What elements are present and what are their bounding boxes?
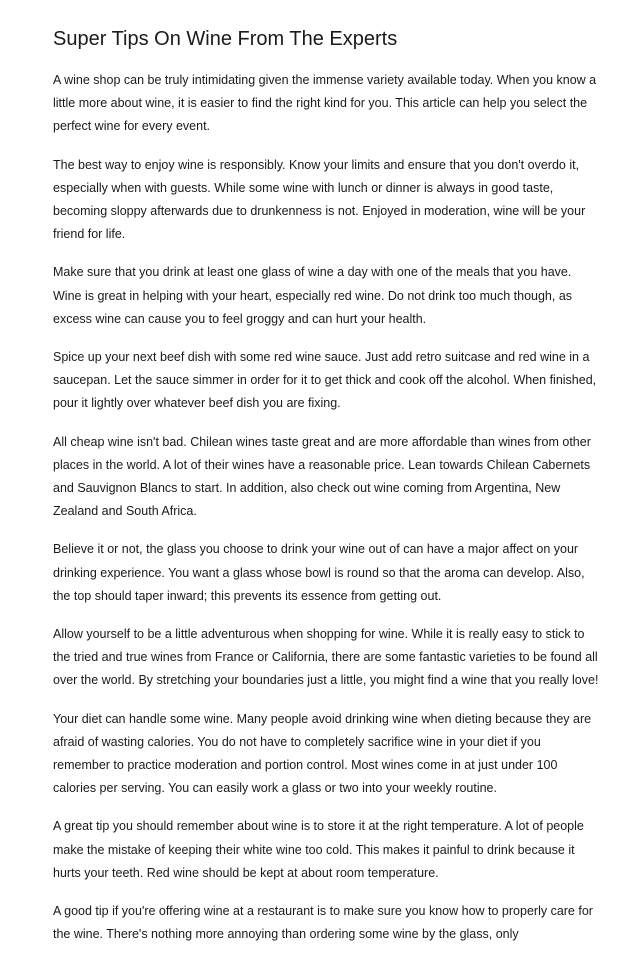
paragraph-6: Believe it or not, the glass you choose to drink your wine out of can have a major affect on your drinking experience. You want a glass whose bowl is round so that the aroma can develop. Also, the top should taper inward; this prevents its essence from getting out. <box>53 542 585 603</box>
paragraph-9: A great tip you should remember about wine is to store it at the right temperature. A lot of people make the mistake of keeping their white wine too cold. This makes it painful to drink because it hurts your teeth. Red wine should be kept at about room temperature. <box>53 819 584 880</box>
paragraph-1: A wine shop can be truly intimidating given the immense variety available today. When you know a little more about wine, it is easier to find the right kind for you. This article can help you select the perfect wine for every event. <box>53 73 597 134</box>
paragraph-3: Make sure that you drink at least one glass of wine a day with one of the meals that you have. Wine is great in helping with your heart, especially red wine. Do not drink too much though, as excess wine can cause you to feel groggy and can hurt your health. <box>53 265 573 326</box>
paragraph-5: All cheap wine isn't bad. Chilean wines taste great and are more affordable than wines from other places in the world. A lot of their wines have a reasonable price. Lean towards Chilean Cabernets and Sauvignon Blancs to start. In addition, also check out wine coming from Argentina, New Zealand and South Africa. <box>53 434 591 519</box>
paragraph-10: A good tip if you're offering wine at a restaurant is to make sure you know how to properly care for the wine. There's nothing more annoying than ordering some wine by the glass, only <box>53 904 593 942</box>
document-page <box>53 26 599 962</box>
paragraph-7: Allow yourself to be a little adventurous when shopping for wine. While it is really easy to stick to the tried and true wines from France or California, there are some fantastic varieties to be found all over the world. By stretching your boundaries just a little, you might find a wine that you really love! <box>53 627 599 688</box>
paragraph-8: Your diet can handle some wine. Many people avoid drinking wine when dieting because they are afraid of wasting calories. You do not have to completely sacrifice wine in your diet if you remember to practice moderation and portion control. Most wines come in at just under 100 calories per serving. You can easily work a glass or two into your weekly routine. <box>53 711 592 796</box>
paragraph-2: The best way to enjoy wine is responsibly. Know your limits and ensure that you don't overdo it, especially when with guests. While some wine with lunch or dinner is always in good taste, becoming sloppy afterwards due to drunkenness is not. Enjoyed in moderation, wine will be your friend for life. <box>53 157 586 242</box>
page-title: Super Tips On Wine From The Experts <box>53 28 398 50</box>
paragraph-4: Spice up your next beef dish with some red wine sauce. Just add retro suitcase and red wine in a saucepan. Let the sauce simmer in order for it to get thick and cook off the alcohol. When finished, pour it lightly over whatever beef dish you are fixing. <box>53 350 597 411</box>
